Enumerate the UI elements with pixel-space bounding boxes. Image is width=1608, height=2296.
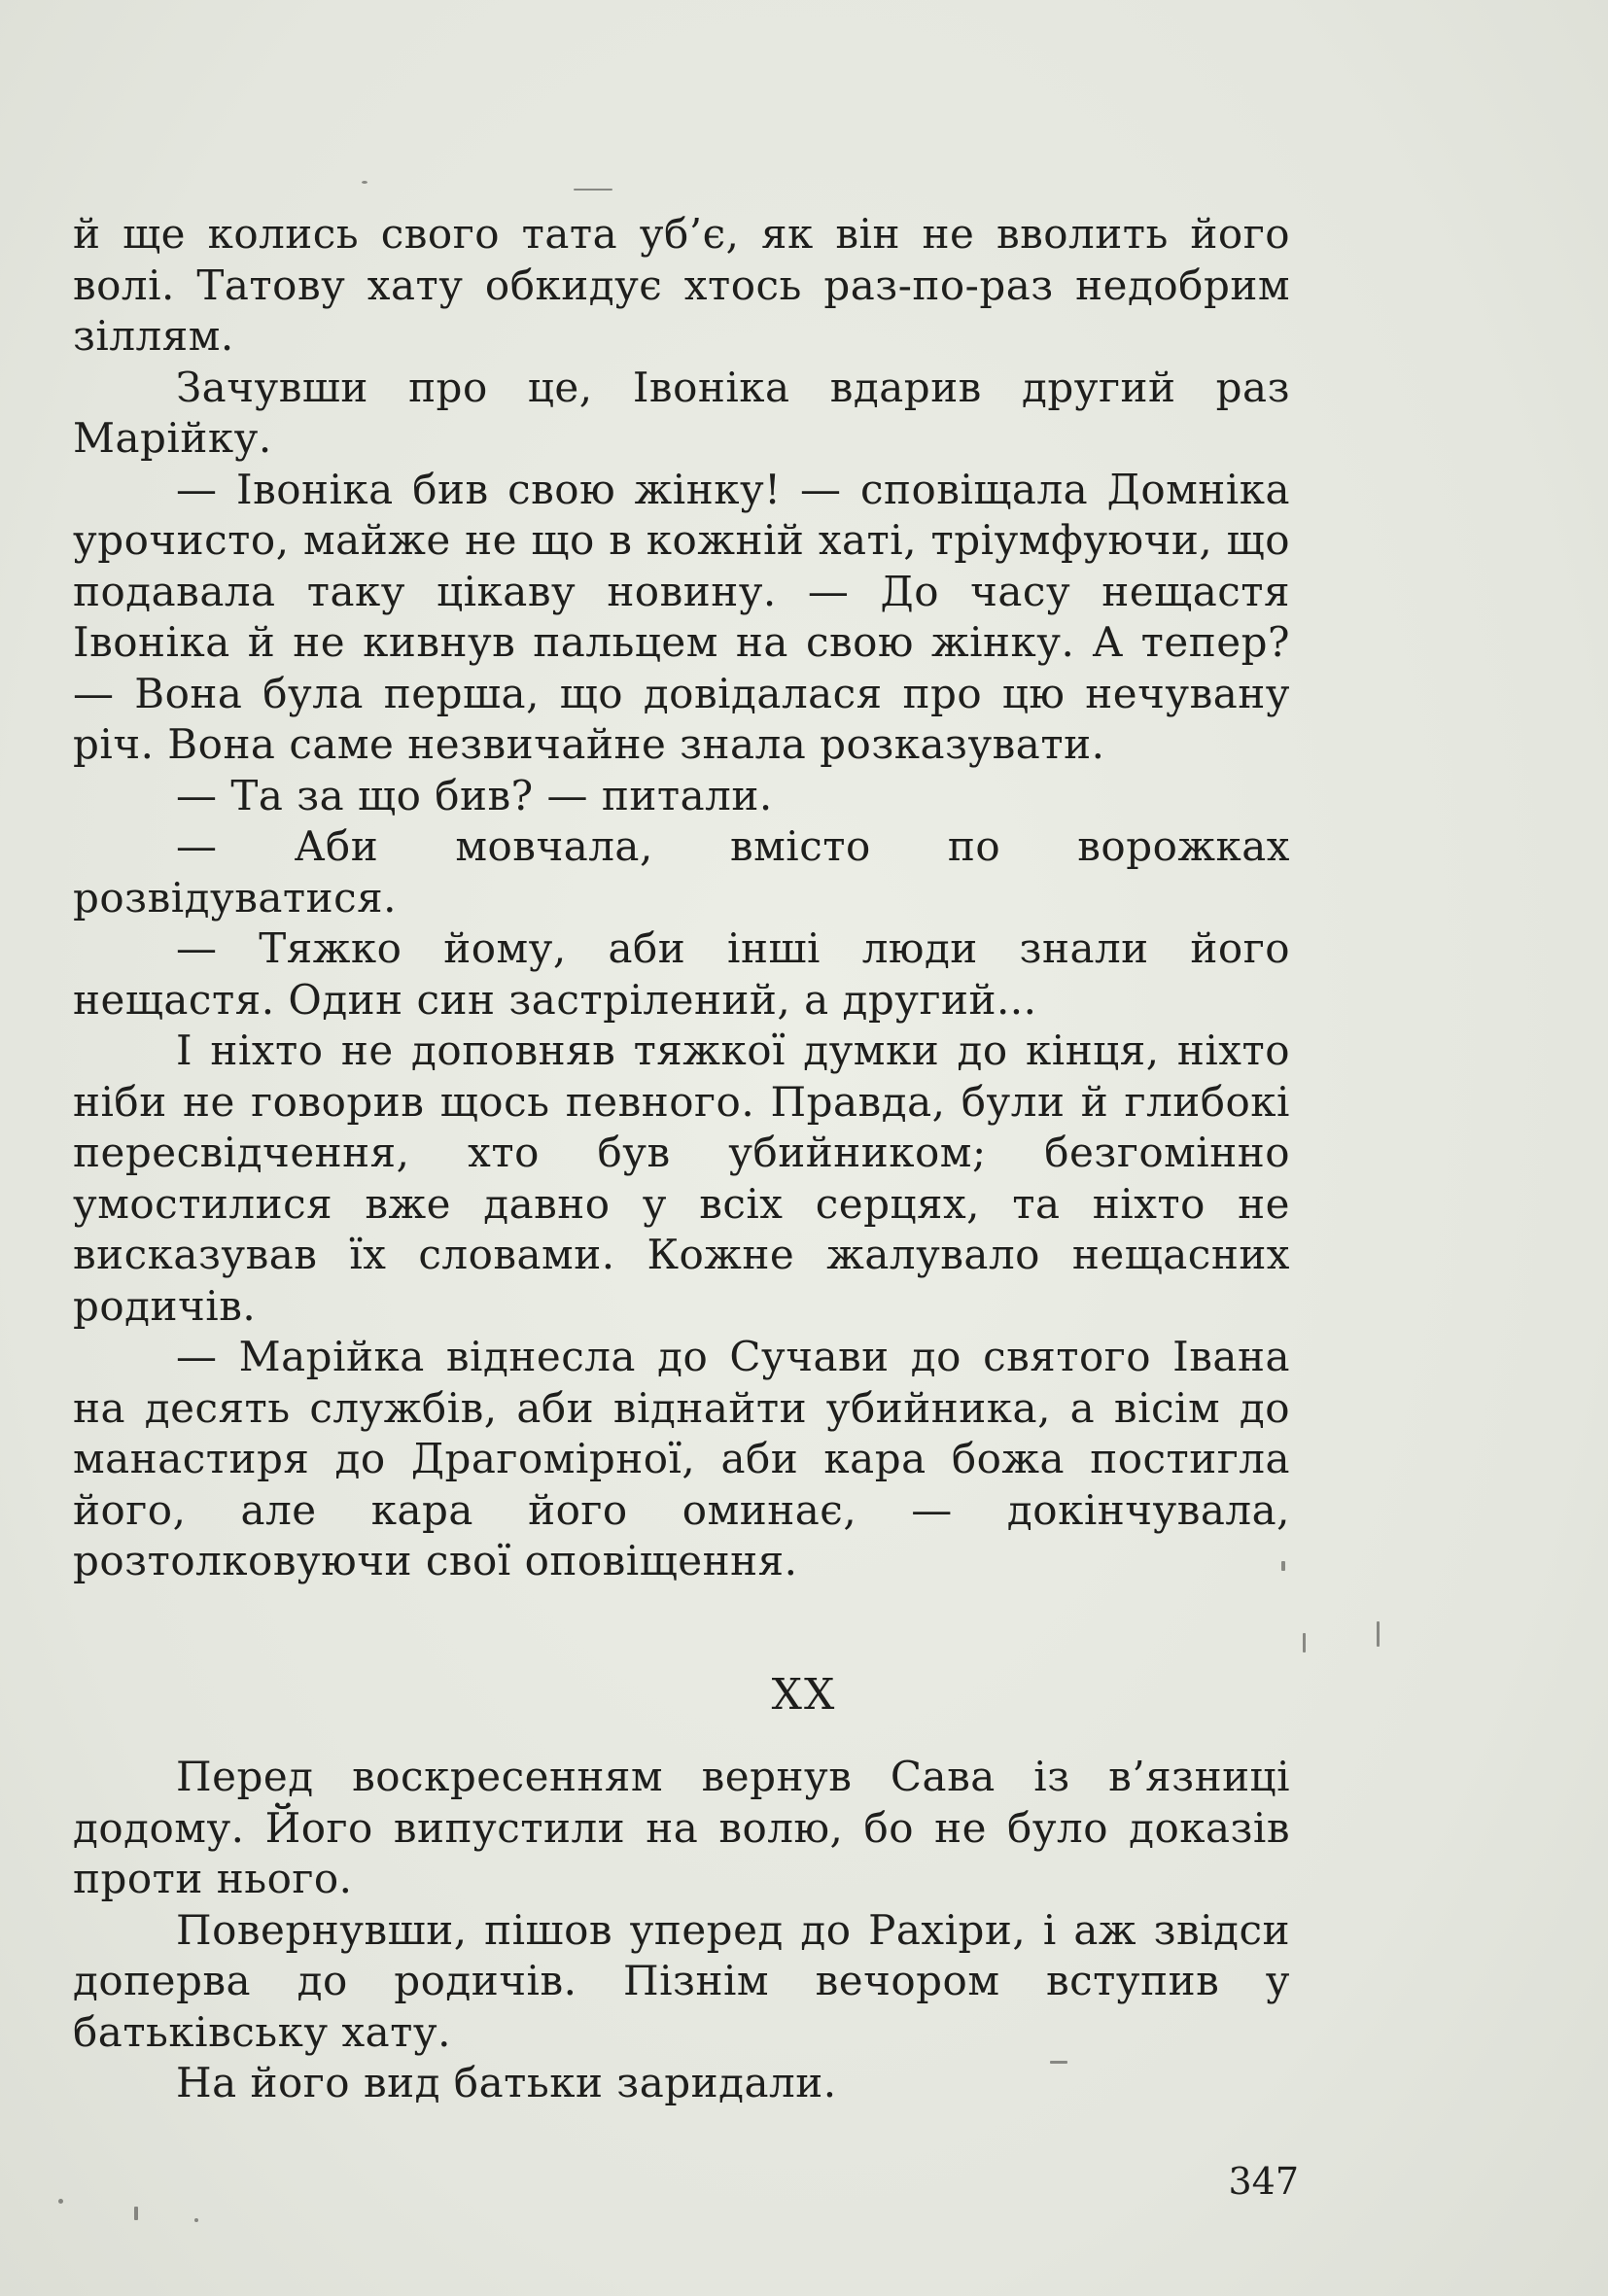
paragraph: На його вид батьки заридали. <box>176 2059 837 2106</box>
print-speck <box>1303 1633 1306 1652</box>
print-speck <box>58 2199 63 2204</box>
paragraph: — Аби мовчала, вмісто по ворожках розвідуватися. <box>73 822 1290 922</box>
print-speck <box>194 2218 198 2222</box>
paragraph: Зачувши про це, Івоніка вдарив другий раз Марійку. <box>73 363 1290 462</box>
print-speck <box>1377 1621 1380 1647</box>
chapter-heading: XX <box>771 1670 837 1720</box>
print-speck <box>1050 2061 1067 2064</box>
paragraph: — Івоніка бив свою жінку! — сповіщала Домніка урочисто, майже не що в кожній хаті, тріумфуючи, що подавала таку цікаву новину. — До часу нещастя Івоніка й не кивнув пальцем на свою жінку. А тепер? — Вона була перша, що довідалася про цю нечувану річ. Вона саме незвичайне знала розказувати. <box>73 465 1290 768</box>
paragraph-continuation: й ще колись свого тата уб’є, як він не вволить його волі. Татову хату обкидує хтось раз-по-раз недобрим зіллям. <box>73 210 1290 360</box>
paragraph: І ніхто не доповняв тяжкої думки до кінця, ніхто ніби не говорив щось певного. Правда, були й глибокі пересвідчення, хто був убийником; безгомінно умостилися вже давно у всіх серцях, та ніхто не висказував їх словами. Кожне жалувало нещасних родичів. <box>73 1026 1290 1330</box>
print-speck <box>574 189 612 191</box>
top-text-block <box>73 209 1290 1587</box>
bottom-text-block <box>73 1752 1290 2109</box>
paragraph: — Тяжко йому, аби інші люди знали його нещастя. Один син застрілений, а другий... <box>73 924 1290 1024</box>
paragraph: Повернувши, пішов уперед до Рахіри, і аж звідси доперва до родичів. Пізнім вечором вступив у батьківську хату. <box>73 1905 1290 2056</box>
paragraph: Перед воскресенням вернув Сава із в’язниці додому. Його випустили на волю, бо не було доказів проти нього. <box>73 1753 1290 1902</box>
print-speck <box>134 2207 138 2220</box>
paragraph: — Та за що бив? — питали. <box>176 771 773 819</box>
page-number: 347 <box>1228 2160 1299 2203</box>
paragraph: — Марійка віднесла до Сучави до святого Івана на десять службів, аби віднайти убийника, а вісім до манастиря до Драгомірної, аби кара божа постигла його, але кара його оминає, — докінчувала, розтолковуючи свої оповіщення. <box>73 1333 1290 1584</box>
print-speck <box>1281 1561 1285 1571</box>
print-speck <box>362 181 367 184</box>
